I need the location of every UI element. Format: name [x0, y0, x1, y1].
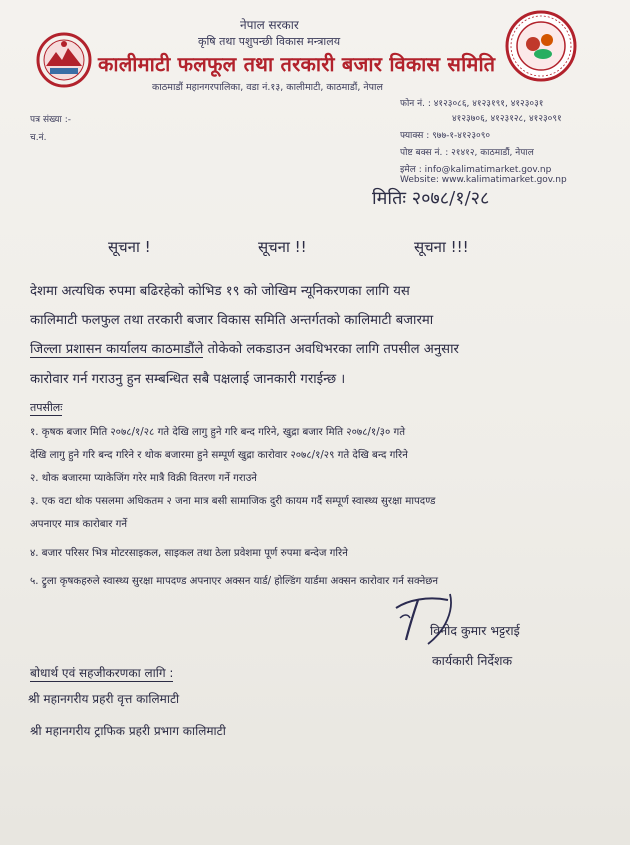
body-line-3	[30, 339, 459, 357]
cc-recipient-1: श्री महानगरीय प्रहरी वृत्त कालिमाटी	[28, 692, 180, 706]
list-item-2: २. थोक बजारमा प्याकेजिंग गरेर मात्रै विक्री वितरण गर्ने गराउने	[30, 473, 257, 484]
district-office-underlined: जिल्ला प्रशासन कार्यालय काठमाडौंले	[30, 342, 204, 357]
organization-address: काठमाडौं महानगरपालिका, वडा नं.१३, कालीमाटी, काठमाडौं, नेपाल	[152, 82, 383, 93]
phone-line-1: फोन नं. : ४१२३०८६, ४१२३१९१, ४१२३०३१	[400, 99, 544, 109]
dispatch-number-label: च.नं.	[30, 133, 47, 143]
body-line-2: कालिमाटी फलफुल तथा तरकारी बजार विकास समिति अन्तर्गतको कालिमाटी बजारमा	[30, 313, 434, 328]
ministry-name: कृषि तथा पशुपन्छी विकास मन्त्रालय	[198, 35, 341, 48]
market-board-logo	[505, 10, 577, 82]
notice-heading-1: सूचना !	[108, 238, 151, 256]
letter-date: मितिः २०७८/१/२८	[372, 188, 490, 209]
list-item-3a: ३. एक वटा थोक पसलमा अधिकतम २ जना मात्र बसी सामाजिक दुरी कायम गर्दै सम्पूर्ण स्वास्थ्य सुरक्षा मापदण्ड	[30, 496, 436, 507]
list-item-1a: १. कृषक बजार मिति २०७८/१/२८ गते देखि लागु हुने गरि बन्द गरिने, खुद्रा बजार मिति २०७८/१/३० गते	[30, 427, 406, 438]
signatory-name: विनोद कुमार भट्टराई	[430, 623, 520, 638]
cc-recipient-2: श्री महानगरीय ट्राफिक प्रहरी प्रभाग कालिमाटी	[30, 724, 226, 738]
organization-name: कालीमाटी फलफूल तथा तरकारी बजार विकास समिति	[98, 52, 496, 76]
body-line-1: देशमा अत्यधिक रुपमा बढिरहेको कोभिड १९ को जोखिम न्यूनिकरणका लागि यस	[30, 284, 410, 299]
list-item-3b: अपनाएर मात्र कारोबार गर्ने	[30, 519, 128, 530]
signatory-title: कार्यकारी निर्देशक	[432, 653, 513, 668]
list-item-4: ४. बजार परिसर भित्र मोटरसाइकल, साइकल तथा ठेला प्रवेशमा पूर्ण रुपमा बन्देज गरिने	[30, 548, 348, 559]
notice-heading-3: सूचना !!!	[414, 238, 469, 256]
body-line-3-rest: तोकेको लकडाउन अवधिभरका लागि तपसील अनुसार	[203, 342, 459, 357]
website-address: Website: www.kalimatimarket.gov.np	[400, 175, 567, 185]
list-item-1b: देखि लागु हुने गरि बन्द गरिने र थोक बजारमा हुने सम्पूर्ण खुद्रा कारोवार २०७८/१/२९ गते देखि बन्द गरिने	[30, 450, 408, 461]
email-address: इमेल : info@kalimatimarket.gov.np	[400, 165, 552, 175]
phone-line-2: ४१२३७०६, ४१२३१२८, ४१२३०९१	[452, 114, 562, 124]
body-line-4: कारोवार गर्न गराउनु हुन सम्बन्धित सबै पक्षलाई जानकारी गराईन्छ ।	[30, 372, 346, 387]
list-item-5: ५. ट्रुला कृषकहरुले स्वास्थ्य सुरक्षा मापदण्ड अपनाएर अक्सन यार्ड/ होल्डिंग यार्डमा अक्सन कारोवार गर्न सक्नेछन	[30, 576, 439, 587]
cc-heading: बोधार्थ एवं सहजीकरणका लागि :	[30, 666, 174, 680]
handwritten-signature	[388, 570, 478, 660]
letter-number-label: पत्र संख्या :-	[30, 115, 71, 125]
po-box: पोष्ट बक्स नं. : २१४१२, काठमाडौं, नेपाल	[400, 148, 534, 158]
government-name: नेपाल सरकार	[240, 18, 299, 32]
nepal-emblem-logo	[36, 32, 92, 88]
fax-number: फ्याक्स : ९७७-१-४१२३०९०	[400, 131, 491, 141]
details-heading: तपसीलः	[30, 401, 63, 414]
notice-heading-2: सूचना !!	[258, 238, 307, 256]
